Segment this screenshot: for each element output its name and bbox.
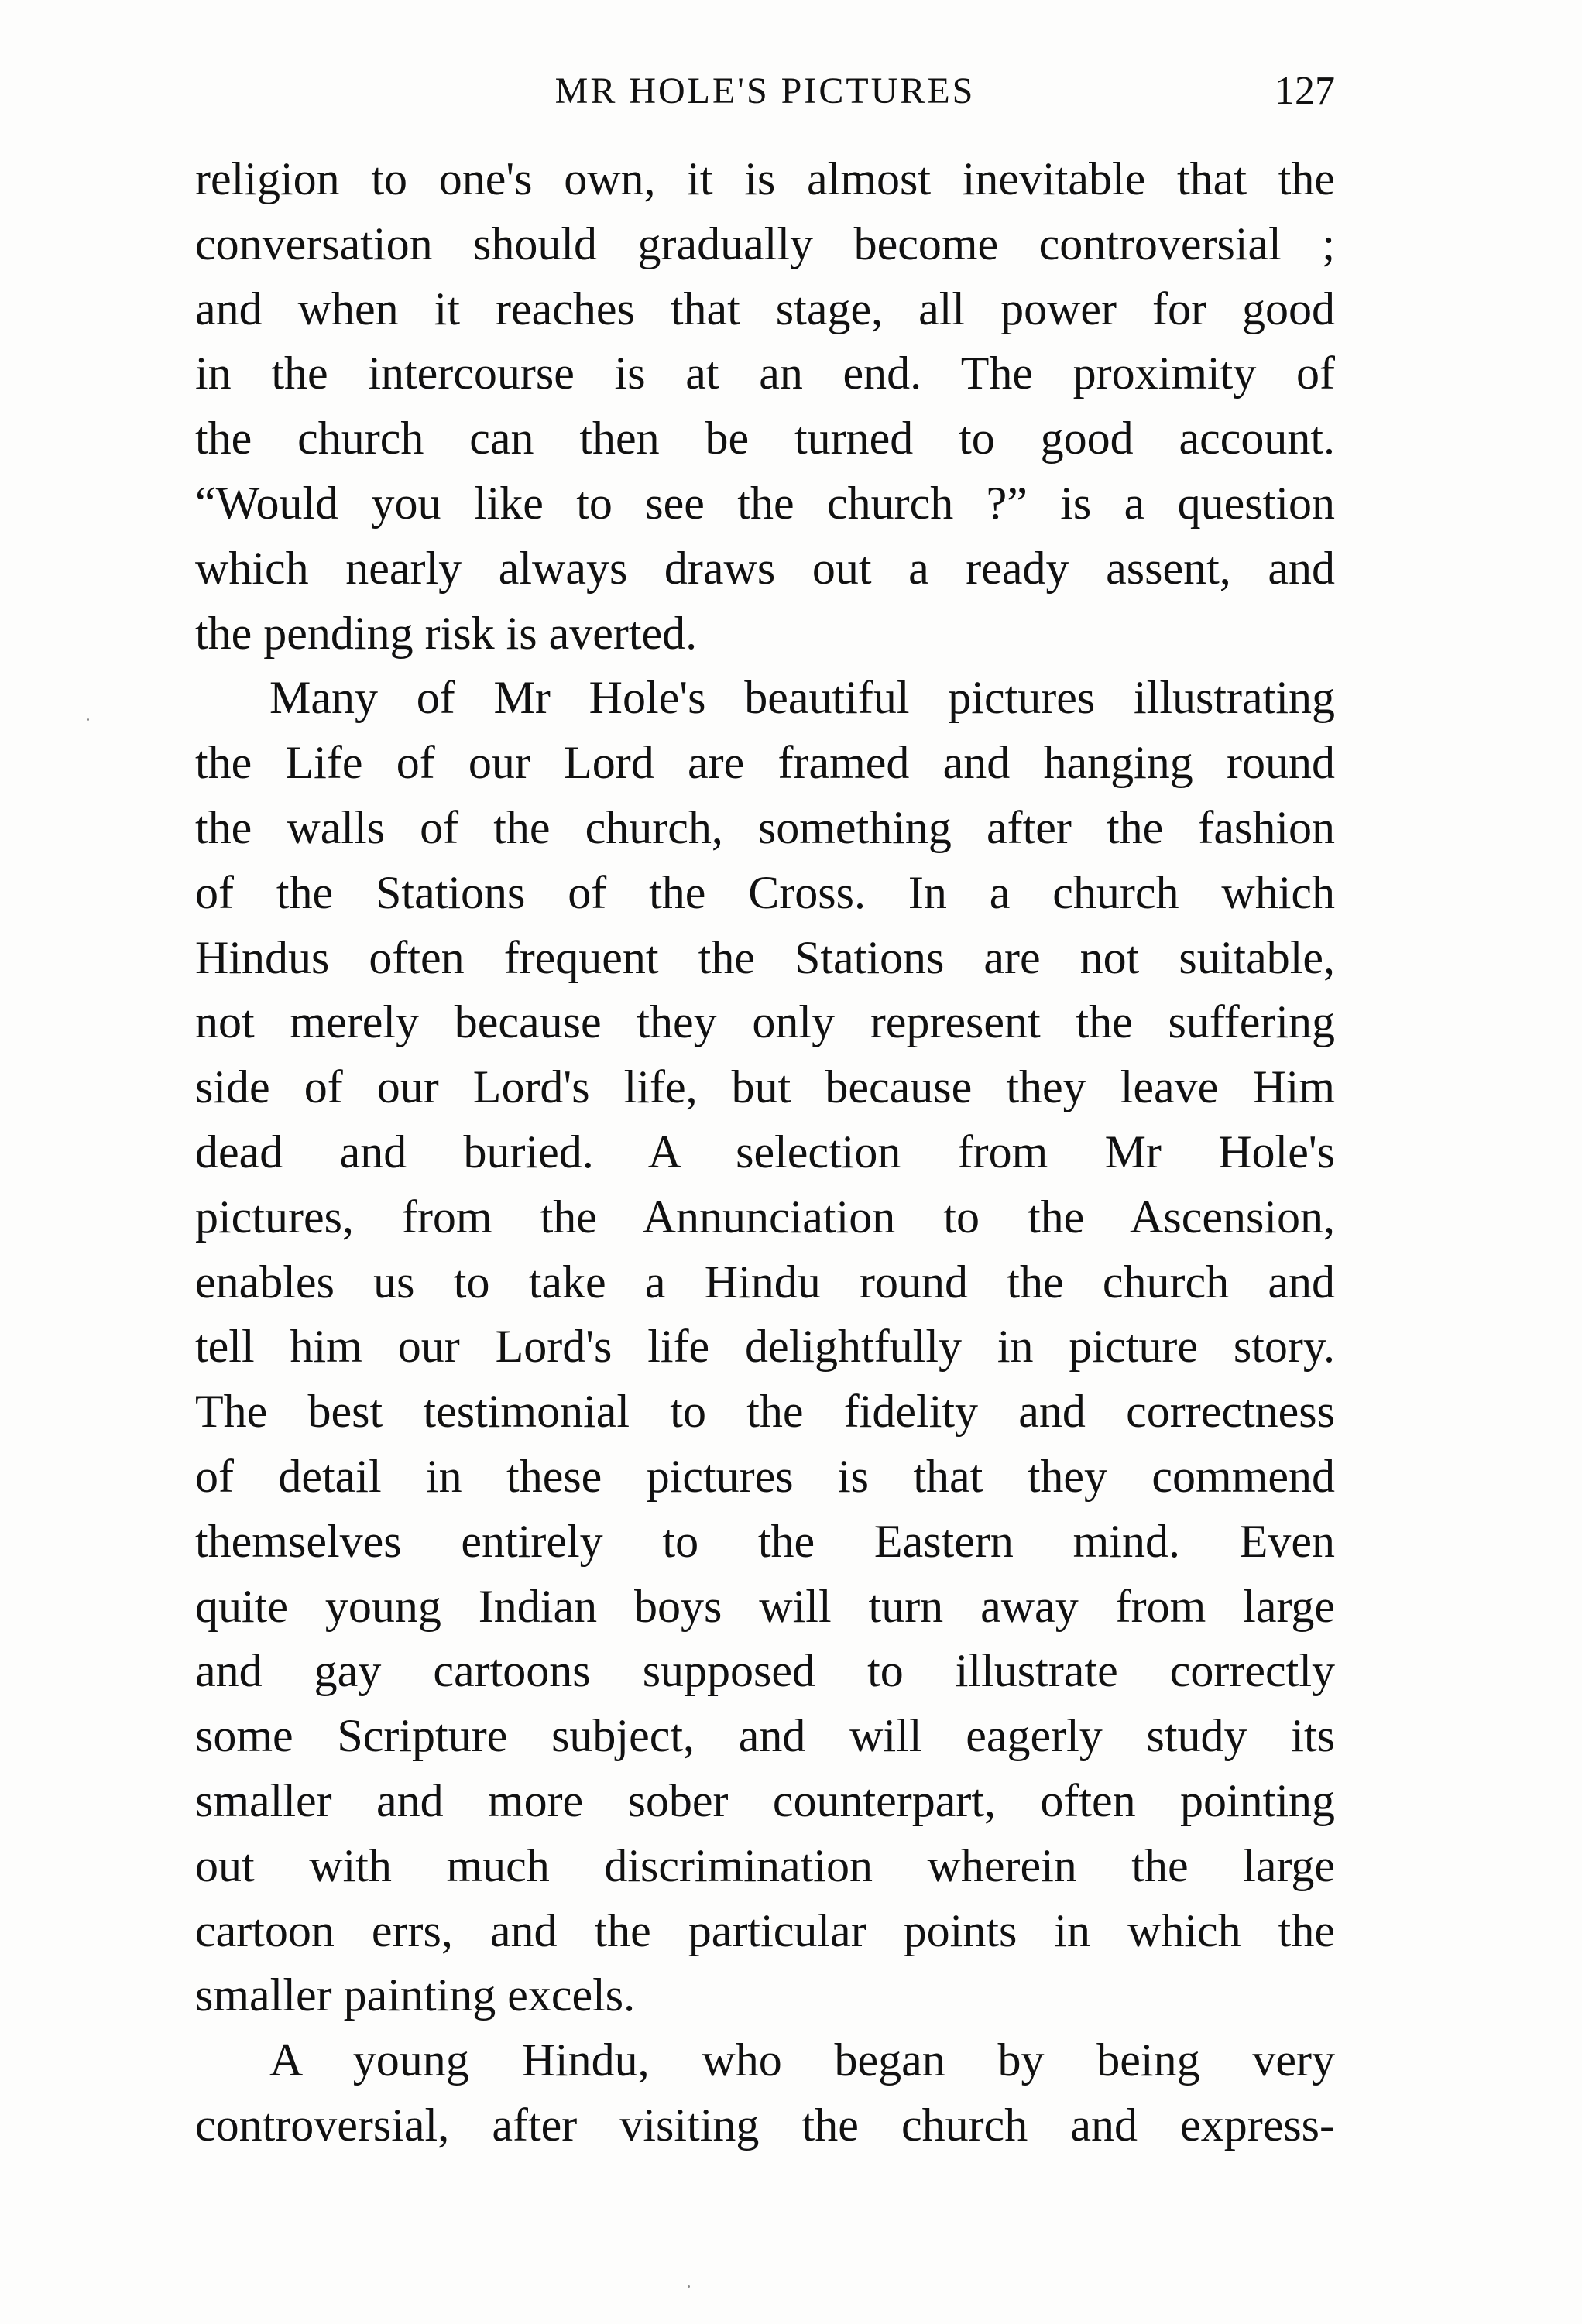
text-line: the pending risk is averted. [195, 607, 698, 659]
text-line: smaller and more sober counterpart, often pointing [195, 1774, 1335, 1826]
scan-speck [87, 718, 89, 721]
text-line: dead and buried. A selection from Mr Hole's [195, 1126, 1335, 1177]
text-line: which nearly always draws out a ready assent, and [195, 542, 1335, 594]
text-line: side of our Lord's life, but because they leave Him [195, 1061, 1335, 1113]
text-line: of the Stations of the Cross. In a church which [195, 866, 1335, 918]
text-line: “Would you like to see the church ?” is a question [195, 477, 1335, 529]
text-line: the walls of the church, something after the fashion [195, 801, 1335, 853]
text-line: cartoon errs, and the particular points in which the [195, 1904, 1335, 1956]
text-line: religion to one's own, it is almost inevitable that the [195, 153, 1335, 204]
text-line: Many of Mr Hole's beautiful pictures illustrating [269, 672, 1335, 724]
text-line: not merely because they only represent the suffering [195, 996, 1335, 1048]
text-line: quite young Indian boys will turn away from large [195, 1580, 1335, 1632]
text-line: some Scripture subject, and will eagerly study its [195, 1710, 1335, 1762]
text-line: controversial, after visiting the church and express- [195, 2099, 1335, 2151]
text-line: The best testimonial to the fidelity and correctness [195, 1386, 1335, 1438]
running-head [195, 60, 1335, 122]
text-line: A young Hindu, who began by being very [269, 2034, 1335, 2086]
text-line: themselves entirely to the Eastern mind. Even [195, 1515, 1335, 1567]
page-number: 127 [1275, 69, 1335, 113]
body-text [195, 147, 1335, 2158]
text-line: and when it reaches that stage, all power for good [195, 283, 1335, 334]
text-line: in the intercourse is at an end. The proximity of [195, 348, 1335, 399]
text-line: and gay cartoons supposed to illustrate correctly [195, 1645, 1335, 1697]
text-line: the Life of our Lord are framed and hanging round [195, 737, 1335, 789]
text-line: pictures, from the Annunciation to the Ascension, [195, 1191, 1335, 1243]
text-line: smaller painting excels. [195, 1969, 636, 2021]
scan-speck [688, 2285, 690, 2288]
text-line: enables us to take a Hindu round the church and [195, 1256, 1335, 1308]
text-line: out with much discrimination wherein the large [195, 1839, 1335, 1891]
text-line: tell him our Lord's life delightfully in picture story. [195, 1321, 1335, 1373]
text-line: the church can then be turned to good account. [195, 413, 1335, 464]
text-line: of detail in these pictures is that they commend [195, 1450, 1335, 1502]
running-title: MR HOLE'S PICTURES [554, 70, 976, 111]
text-line: conversation should gradually become controversial ; [195, 218, 1335, 269]
text-line: Hindus often frequent the Stations are not suitable, [195, 931, 1335, 983]
